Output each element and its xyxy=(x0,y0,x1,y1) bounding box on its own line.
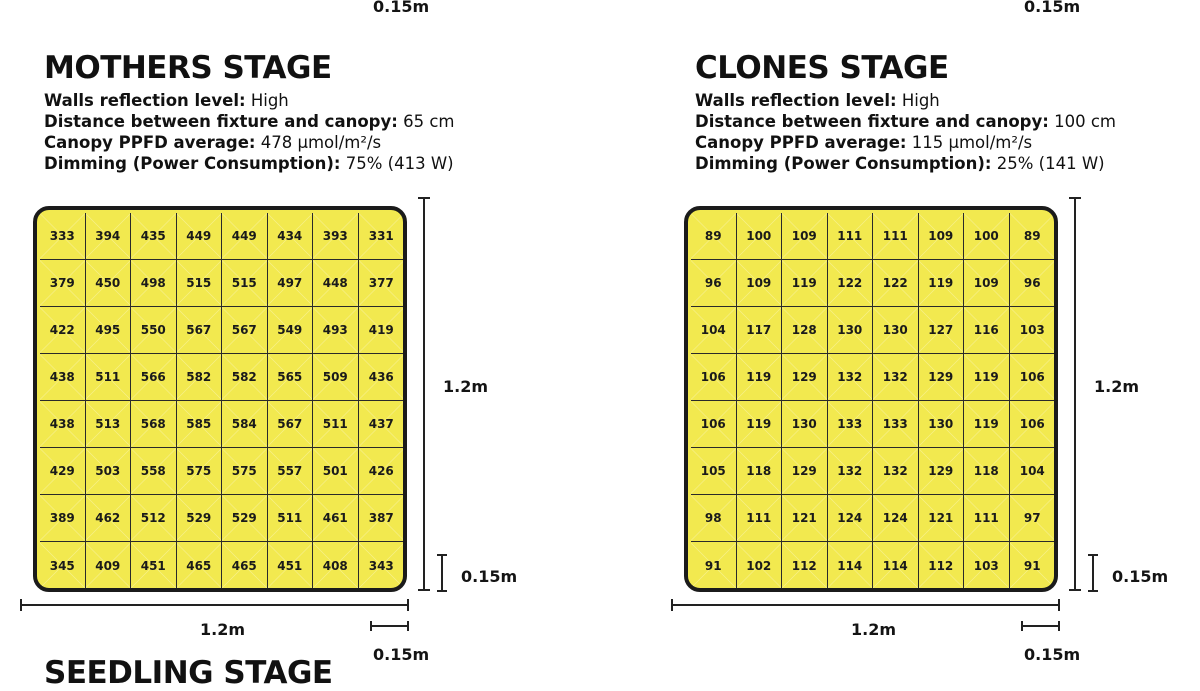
ppfd-cell: 529 xyxy=(222,495,268,542)
ppfd-cell: 100 xyxy=(964,213,1010,260)
ppfd-cell: 377 xyxy=(359,260,405,307)
ppfd-cell: 389 xyxy=(40,495,86,542)
ppfd-cell: 122 xyxy=(873,260,919,307)
height-dimension-label: 1.2m xyxy=(1094,377,1140,396)
bottom-gap-line xyxy=(371,625,409,627)
ppfd-cell: 515 xyxy=(177,260,223,307)
ppfd-cell: 394 xyxy=(86,213,132,260)
ppfd-cell: 114 xyxy=(828,542,874,589)
ppfd-grid xyxy=(40,213,404,589)
ppfd-cell: 122 xyxy=(828,260,874,307)
ppfd-cell: 567 xyxy=(177,307,223,354)
spec-walls: Walls reflection level: High xyxy=(44,91,289,110)
ppfd-cell: 104 xyxy=(691,307,737,354)
ppfd-cell: 89 xyxy=(1010,213,1056,260)
ppfd-cell: 557 xyxy=(268,448,314,495)
ppfd-cell: 449 xyxy=(222,213,268,260)
ppfd-cell: 121 xyxy=(782,495,828,542)
ppfd-cell: 130 xyxy=(873,307,919,354)
ppfd-cell: 103 xyxy=(1010,307,1056,354)
ppfd-grid-frame xyxy=(684,206,1058,592)
ppfd-cell: 111 xyxy=(828,213,874,260)
ppfd-cell: 345 xyxy=(40,542,86,589)
ppfd-cell: 465 xyxy=(177,542,223,589)
ppfd-cell: 585 xyxy=(177,401,223,448)
ppfd-cell: 449 xyxy=(177,213,223,260)
height-dimension-tick-top xyxy=(418,197,430,199)
ppfd-cell: 105 xyxy=(691,448,737,495)
ppfd-cell: 109 xyxy=(919,213,965,260)
ppfd-cell: 495 xyxy=(86,307,132,354)
ppfd-cell: 133 xyxy=(828,401,874,448)
ppfd-cell: 493 xyxy=(313,307,359,354)
ppfd-grid xyxy=(691,213,1055,589)
ppfd-cell: 450 xyxy=(86,260,132,307)
stage-title: CLONES STAGE xyxy=(695,50,949,86)
side-gap-label: 0.15m xyxy=(1112,567,1169,586)
ppfd-cell: 549 xyxy=(268,307,314,354)
ppfd-cell: 118 xyxy=(737,448,783,495)
ppfd-cell: 512 xyxy=(131,495,177,542)
ppfd-cell: 112 xyxy=(782,542,828,589)
ppfd-cell: 529 xyxy=(177,495,223,542)
spec-distance: Distance between fixture and canopy: 100 cm xyxy=(695,112,1116,131)
side-gap-tick-top xyxy=(1088,554,1098,556)
height-dimension-line xyxy=(423,198,425,590)
ppfd-cell: 408 xyxy=(313,542,359,589)
ppfd-cell: 584 xyxy=(222,401,268,448)
ppfd-cell: 436 xyxy=(359,354,405,401)
ppfd-cell: 91 xyxy=(691,542,737,589)
width-dimension-line xyxy=(21,604,408,606)
side-gap-tick-bottom xyxy=(437,590,447,592)
ppfd-cell: 465 xyxy=(222,542,268,589)
ppfd-cell: 119 xyxy=(964,401,1010,448)
ppfd-cell: 103 xyxy=(964,542,1010,589)
ppfd-cell: 132 xyxy=(828,354,874,401)
ppfd-cell: 511 xyxy=(86,354,132,401)
width-dimension-tick-left xyxy=(20,599,22,611)
ppfd-cell: 343 xyxy=(359,542,405,589)
ppfd-cell: 100 xyxy=(737,213,783,260)
ppfd-cell: 132 xyxy=(828,448,874,495)
height-dimension-tick-bottom xyxy=(1069,589,1081,591)
bottom-gap-line xyxy=(1022,625,1060,627)
ppfd-cell: 582 xyxy=(222,354,268,401)
spec-dimming: Dimming (Power Consumption): 25% (141 W) xyxy=(695,154,1105,173)
ppfd-cell: 333 xyxy=(40,213,86,260)
side-gap-tick-top xyxy=(437,554,447,556)
top-gap-label: 0.15m xyxy=(1024,0,1081,16)
ppfd-cell: 91 xyxy=(1010,542,1056,589)
ppfd-cell: 106 xyxy=(691,401,737,448)
ppfd-cell: 109 xyxy=(782,213,828,260)
ppfd-cell: 111 xyxy=(964,495,1010,542)
ppfd-cell: 106 xyxy=(691,354,737,401)
width-dimension-tick-right xyxy=(407,599,409,611)
ppfd-cell: 566 xyxy=(131,354,177,401)
ppfd-cell: 575 xyxy=(222,448,268,495)
spec-ppfd: Canopy PPFD average: 115 µmol/m²/s xyxy=(695,133,1033,152)
width-dimension-label: 1.2m xyxy=(851,620,897,639)
ppfd-cell: 130 xyxy=(782,401,828,448)
ppfd-cell: 434 xyxy=(268,213,314,260)
bottom-gap-tick-left xyxy=(370,621,372,631)
bottom-gap-label: 0.15m xyxy=(1024,645,1081,664)
ppfd-cell: 409 xyxy=(86,542,132,589)
ppfd-cell: 498 xyxy=(131,260,177,307)
ppfd-cell: 435 xyxy=(131,213,177,260)
ppfd-cell: 567 xyxy=(268,401,314,448)
ppfd-cell: 129 xyxy=(919,448,965,495)
stage-title: MOTHERS STAGE xyxy=(44,50,332,86)
ppfd-cell: 124 xyxy=(828,495,874,542)
ppfd-cell: 515 xyxy=(222,260,268,307)
width-dimension-tick-left xyxy=(671,599,673,611)
ppfd-cell: 513 xyxy=(86,401,132,448)
ppfd-cell: 118 xyxy=(964,448,1010,495)
height-dimension-line xyxy=(1074,198,1076,590)
ppfd-cell: 129 xyxy=(919,354,965,401)
side-gap-label: 0.15m xyxy=(461,567,518,586)
ppfd-cell: 568 xyxy=(131,401,177,448)
ppfd-cell: 127 xyxy=(919,307,965,354)
ppfd-cell: 111 xyxy=(873,213,919,260)
ppfd-cell: 558 xyxy=(131,448,177,495)
ppfd-cell: 437 xyxy=(359,401,405,448)
ppfd-cell: 393 xyxy=(313,213,359,260)
ppfd-cell: 331 xyxy=(359,213,405,260)
ppfd-cell: 128 xyxy=(782,307,828,354)
ppfd-cell: 106 xyxy=(1010,354,1056,401)
ppfd-cell: 130 xyxy=(919,401,965,448)
ppfd-cell: 119 xyxy=(737,354,783,401)
ppfd-cell: 501 xyxy=(313,448,359,495)
spec-walls: Walls reflection level: High xyxy=(695,91,940,110)
ppfd-cell: 111 xyxy=(737,495,783,542)
ppfd-cell: 509 xyxy=(313,354,359,401)
ppfd-cell: 451 xyxy=(268,542,314,589)
ppfd-cell: 112 xyxy=(919,542,965,589)
ppfd-cell: 96 xyxy=(1010,260,1056,307)
ppfd-cell: 98 xyxy=(691,495,737,542)
ppfd-cell: 461 xyxy=(313,495,359,542)
ppfd-cell: 438 xyxy=(40,354,86,401)
ppfd-cell: 550 xyxy=(131,307,177,354)
next-stage-title-partial: SEEDLING STAGE xyxy=(44,655,333,691)
ppfd-cell: 124 xyxy=(873,495,919,542)
ppfd-cell: 451 xyxy=(131,542,177,589)
ppfd-cell: 130 xyxy=(828,307,874,354)
width-dimension-label: 1.2m xyxy=(200,620,246,639)
ppfd-cell: 438 xyxy=(40,401,86,448)
ppfd-cell: 379 xyxy=(40,260,86,307)
ppfd-cell: 119 xyxy=(919,260,965,307)
ppfd-cell: 133 xyxy=(873,401,919,448)
ppfd-cell: 429 xyxy=(40,448,86,495)
height-dimension-tick-top xyxy=(1069,197,1081,199)
ppfd-cell: 426 xyxy=(359,448,405,495)
ppfd-cell: 129 xyxy=(782,448,828,495)
bottom-gap-tick-right xyxy=(1058,621,1060,631)
bottom-gap-tick-left xyxy=(1021,621,1023,631)
ppfd-cell: 511 xyxy=(268,495,314,542)
ppfd-cell: 109 xyxy=(964,260,1010,307)
bottom-gap-label: 0.15m xyxy=(373,645,430,664)
width-dimension-tick-right xyxy=(1058,599,1060,611)
ppfd-cell: 582 xyxy=(177,354,223,401)
width-dimension-line xyxy=(672,604,1059,606)
ppfd-cell: 119 xyxy=(737,401,783,448)
ppfd-cell: 511 xyxy=(313,401,359,448)
spec-dimming: Dimming (Power Consumption): 75% (413 W) xyxy=(44,154,454,173)
ppfd-cell: 97 xyxy=(1010,495,1056,542)
ppfd-cell: 497 xyxy=(268,260,314,307)
bottom-gap-tick-right xyxy=(407,621,409,631)
spec-ppfd: Canopy PPFD average: 478 µmol/m²/s xyxy=(44,133,382,152)
ppfd-cell: 448 xyxy=(313,260,359,307)
ppfd-cell: 387 xyxy=(359,495,405,542)
ppfd-cell: 104 xyxy=(1010,448,1056,495)
ppfd-cell: 565 xyxy=(268,354,314,401)
ppfd-cell: 119 xyxy=(782,260,828,307)
clones-stage-panel xyxy=(651,0,1200,663)
ppfd-cell: 89 xyxy=(691,213,737,260)
ppfd-cell: 132 xyxy=(873,354,919,401)
side-gap-tick-bottom xyxy=(1088,590,1098,592)
ppfd-cell: 419 xyxy=(359,307,405,354)
ppfd-cell: 567 xyxy=(222,307,268,354)
ppfd-cell: 422 xyxy=(40,307,86,354)
ppfd-cell: 102 xyxy=(737,542,783,589)
ppfd-cell: 575 xyxy=(177,448,223,495)
side-gap-line xyxy=(1092,555,1094,591)
ppfd-cell: 116 xyxy=(964,307,1010,354)
ppfd-cell: 119 xyxy=(964,354,1010,401)
spec-distance: Distance between fixture and canopy: 65 cm xyxy=(44,112,455,131)
ppfd-cell: 121 xyxy=(919,495,965,542)
top-gap-label: 0.15m xyxy=(373,0,430,16)
ppfd-cell: 129 xyxy=(782,354,828,401)
ppfd-cell: 132 xyxy=(873,448,919,495)
height-dimension-label: 1.2m xyxy=(443,377,489,396)
height-dimension-tick-bottom xyxy=(418,589,430,591)
ppfd-cell: 106 xyxy=(1010,401,1056,448)
ppfd-cell: 109 xyxy=(737,260,783,307)
ppfd-cell: 114 xyxy=(873,542,919,589)
side-gap-line xyxy=(441,555,443,591)
ppfd-cell: 117 xyxy=(737,307,783,354)
ppfd-cell: 96 xyxy=(691,260,737,307)
ppfd-grid-frame xyxy=(33,206,407,592)
ppfd-cell: 503 xyxy=(86,448,132,495)
ppfd-cell: 462 xyxy=(86,495,132,542)
